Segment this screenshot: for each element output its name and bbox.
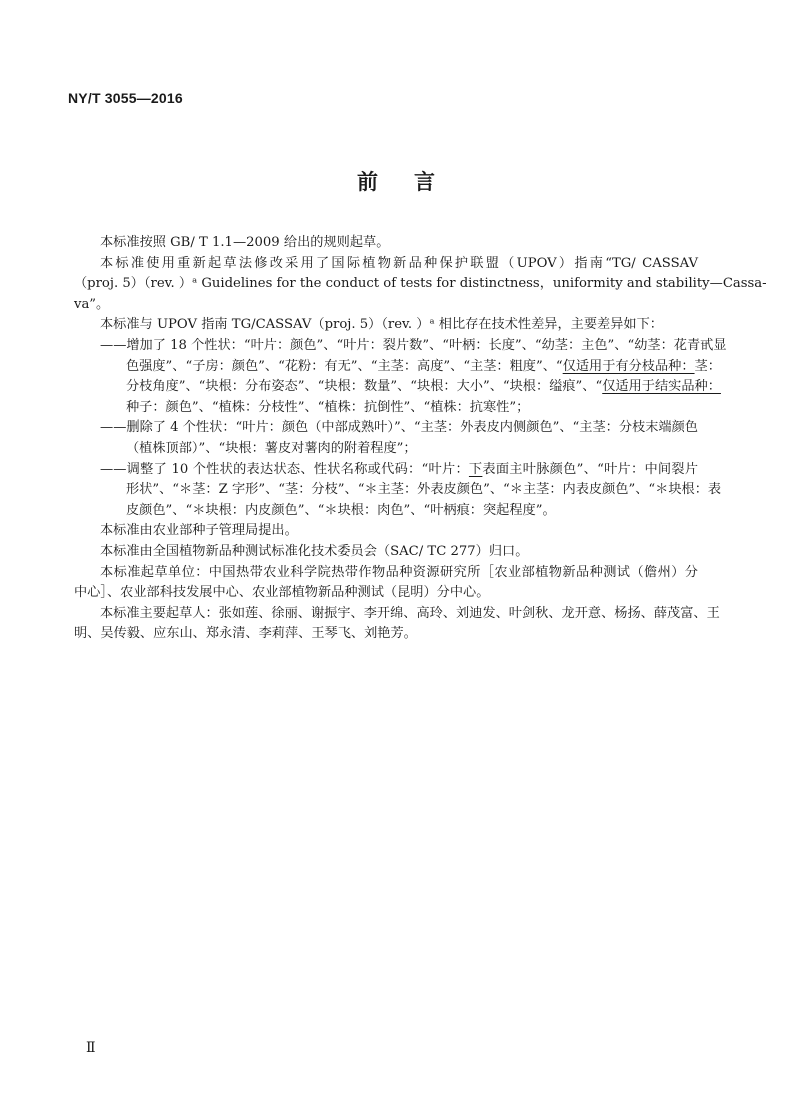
line-text: 种子：颜色”、“植株：分枝性”、“植株：抗倒性”、“植株：抗寒性”；: [126, 399, 530, 415]
line-text: 中心］、农业部科技发展中心、农业部植物新品种测试（昆明）分中心。: [74, 585, 490, 601]
line-text-after: 表面主叶脉颜色”、“叶片：中间裂片: [482, 461, 699, 477]
underlined-text: 下: [468, 461, 483, 477]
line-text: 皮颜色”、“＊块根：内皮颜色”、“＊块根：肉色”、“叶柄痕：突起程度”。: [126, 502, 556, 518]
line-text: 色强度”、“子房：颜色”、“花粉：有无”、“主茎：高度”、“主茎：粗度”、“: [126, 358, 563, 374]
line-text: （植株顶部）”、“块根：薯皮对薯肉的附着程度”；: [126, 440, 417, 456]
page-number: Ⅱ: [86, 1040, 96, 1056]
line-text: 本标准主要起草人：张如莲、徐丽、谢振宇、李开绵、高玲、刘迪发、叶剑秋、龙开意、杨扬、薛茂富、王: [100, 605, 720, 621]
line-text: ——增加了 18 个性状：“叶片：颜色”、“叶片：裂片数”、“叶柄：长度”、“幼茎：主色”、“幼茎：花青甙显: [100, 337, 727, 353]
line-text: 本标准与 UPOV 指南 TG/CASSAV（proj. 5）（rev. ）ᵃ 相比存在技术性差异，主要差异如下：: [100, 317, 663, 333]
page-title: [0, 166, 792, 196]
title-char-2: 言: [414, 170, 435, 194]
body-line: [74, 563, 698, 584]
body-line: [74, 542, 698, 563]
body-line: [74, 377, 721, 398]
underlined-text: 仅适用于有分枝品种：: [562, 358, 695, 374]
body-line: [74, 254, 698, 275]
body-line: [74, 439, 698, 460]
body-line: [74, 274, 767, 295]
line-text: 本标准由农业部种子管理局提出。: [100, 523, 298, 539]
body-line: [74, 418, 698, 439]
line-text: 分枝角度”、“块根：分布姿态”、“块根：数量”、“块根：大小”、“块根：缢痕”、“: [126, 379, 603, 395]
line-text: 本标准由全国植物新品种测试标准化技术委员会（SAC/ TC 277）归口。: [100, 543, 529, 559]
body-line: [74, 604, 720, 625]
line-text: 本标准起草单位：中国热带农业科学院热带作物品种资源研究所［农业部植物新品种测试（儋州）分: [100, 564, 698, 580]
line-text: （proj. 5）（rev. ）ᵃ Guidelines for the conduct of tests for distinctness，uniformity and stability—Cassa-: [74, 276, 767, 292]
body-line: [74, 460, 698, 481]
line-text: 形状”、“＊茎：Z 字形”、“茎：分枝”、“＊主茎：外表皮颜色”、“＊主茎：内表皮颜色”、“＊块根：表: [126, 482, 722, 498]
line-text: 本标准使用重新起草法修改采用了国际植物新品种保护联盟（UPOV）指南“TG/ CASSAV: [100, 255, 698, 271]
body-line: [74, 315, 698, 336]
body-line: [74, 295, 698, 316]
standard-number: NY/T 3055—2016: [68, 90, 183, 106]
body-line: [74, 336, 727, 357]
body-line: [74, 398, 698, 419]
preface-body: [74, 233, 767, 645]
line-text: 明、吴传毅、应东山、郑永清、李莉萍、王琴飞、刘艳芳。: [74, 626, 417, 642]
underlined-text: 仅适用于结实品种：: [602, 379, 721, 395]
line-text-after: 茎：: [694, 358, 721, 374]
body-line: [74, 501, 698, 522]
body-line: [74, 624, 698, 645]
body-line: [74, 233, 698, 254]
body-line: [74, 480, 722, 501]
body-line: [74, 521, 698, 542]
line-text: ——删除了 4 个性状：“叶片：颜色（中部成熟叶）”、“主茎：外表皮内侧颜色”、“主茎：分枝末端颜色: [100, 420, 698, 436]
line-text: 本标准按照 GB/ T 1.1—2009 给出的规则起草。: [100, 235, 390, 250]
body-line: [74, 583, 698, 604]
line-text: va”。: [74, 296, 110, 312]
body-line: [74, 357, 721, 378]
line-text: ——调整了 10 个性状的表达状态、性状名称或代码：“叶片：: [100, 461, 469, 477]
title-char-1: 前: [357, 170, 378, 194]
